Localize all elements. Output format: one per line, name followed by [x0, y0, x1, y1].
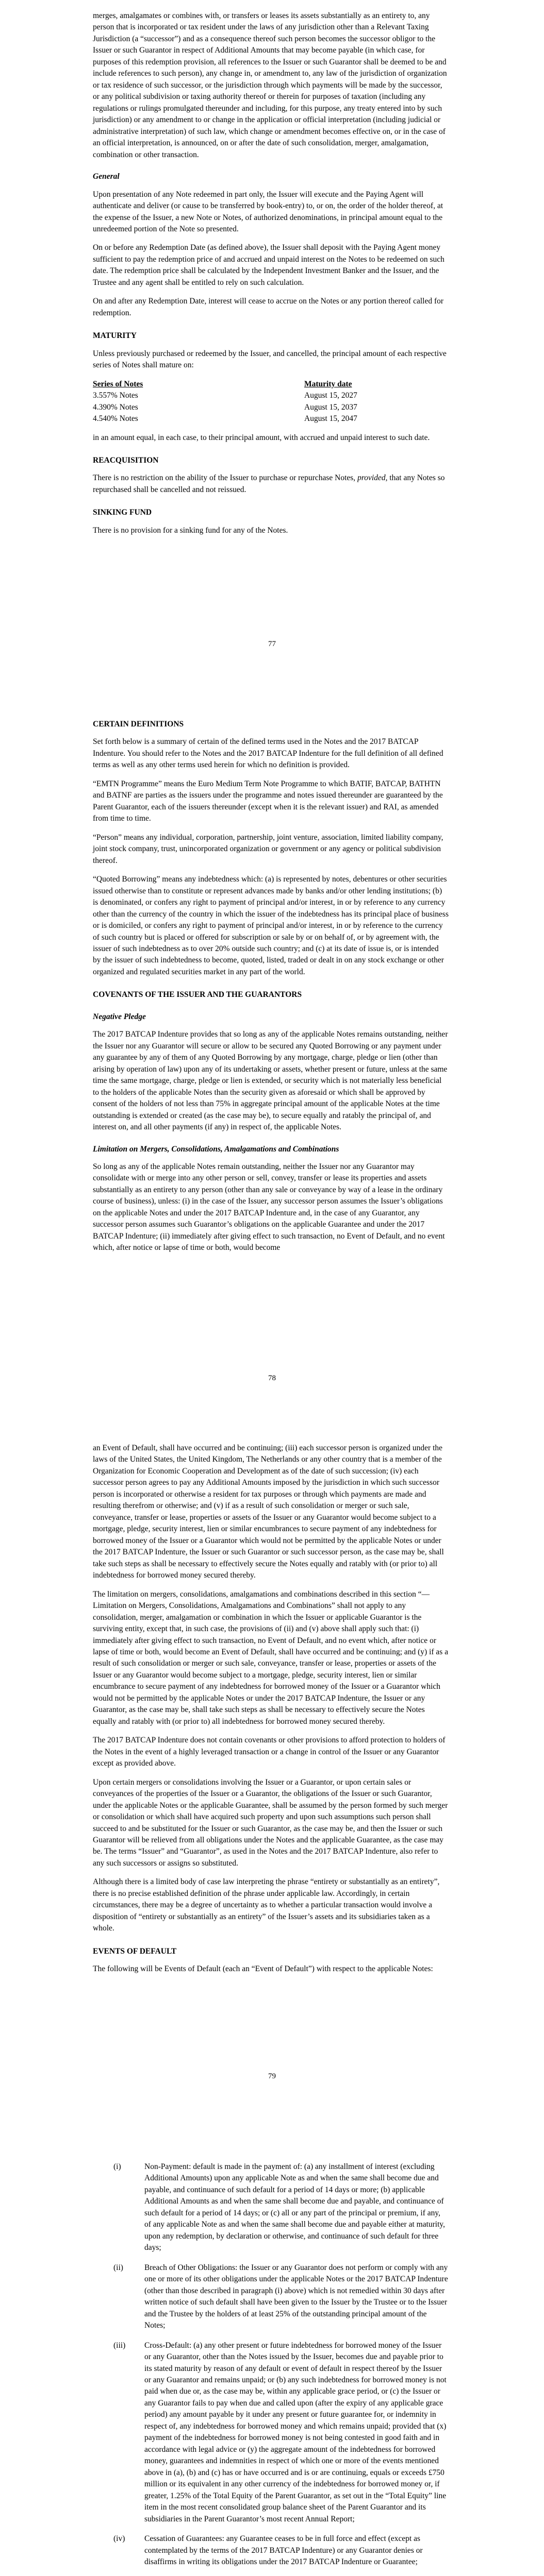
event-text: Breach of Other Obligations: the Issuer or any Guarantor does not perform or comply with any one or more of its other obligations under the applicable Notes or the 2017 BATCAP Indenture (other than those described in paragraph (i) above) which is not remedied within 30 days after written notice of such default shall have been given to the Issuer by the Trustee or to the Issuer and the Trustee by the holders of at least 25% of the outstanding principal amount of the Notes;	[144, 2263, 448, 2330]
limitation-mergers-exception: The limitation on mergers, consolidations, amalgamations and combinations described in this section “— Limitation on Mergers, Consolidations, Amalgamations and Combinations” shall not apply to any consolidation, merger, amalgamation or combination in which the Issuer or applicable Guarantor is the surviving entity, except that, in such case, the provisions of (ii) and (v) above shall apply such that: (i) immediately after giving effect to such transaction, no Event of Default, and no event which, after notice or lapse of time or both, would become an Event of Default, shall have occurred and be continuing; and (y) if as a result of such consolidation or merger or such sale, conveyance, transfer or lease, properties or assets of the Issuer or any Guarantor would become subject to a mortgage, pledge, security interest, lien or similar encumbrance to secure payment of any indebtedness for borrowed money of the Issuer or a Guarantor which would not be permitted by the applicable Notes or under the 2017 BATCAP Indenture, the Issuer or any Guarantor, as the case may be, shall take such steps as shall be necessary to effectively secure the Notes equally and ratably with (or prior to) all indebtedness for borrowed money secured thereby.	[93, 1589, 449, 1726]
page-77	[0, 10, 544, 544]
maturity-heading: MATURITY	[93, 331, 137, 341]
certain-definitions-intro: Set forth below is a summary of certain of the defined terms used in the Notes and the 2017 BATCAP Indenture. You should refer to the Notes and the 2017 BATCAP Indenture for the full definition of all defined terms as well as any other terms used herein for which no definition is provided.	[93, 737, 443, 770]
maturity-table-header-date: Maturity date	[304, 379, 352, 388]
certain-definitions-heading: CERTAIN DEFINITIONS	[93, 720, 184, 728]
event-number: (iv)	[113, 2534, 125, 2544]
list-item	[93, 2533, 449, 2568]
successor-assumption-paragraph: Upon certain mergers or consolidations involving the Issuer or a Guarantor, or upon certain sales or conveyances of the properties of the Issuer or a Guarantor, the obligations of the Issuer or such Guarantor, under the applicable Notes or the applicable Guarantee, shall be assumed by the person formed by such merger or consolidation or which shall have acquired such property and upon such assumptions such person shall succeed to and be substituted for the Issuer or such Guarantor, as the case may be, and then the Issuer or such Guarantor will be relieved from all obligations under the Notes and the applicable Guarantee, as the case may be. The terms “Issuer” and “Guarantor”, as used in the Notes and the 2017 BATCAP Indenture, also refer to any such successors or assigns so substituted.	[93, 1777, 448, 1868]
definition-emtn-programme: “EMTN Programme” means the Euro Medium Term Note Programme to which BATIF, BATCAP, BATHTN and BATNF are parties as the issuers under the programme and notes issued thereunder are guaranteed by the Parent Guarantor, each of the issuers thereunder (except when it is the relevant issuer) and RAI, as amended from time to time.	[93, 779, 443, 823]
table-row	[93, 402, 357, 413]
limitation-mergers-paragraph: So long as any of the applicable Notes remain outstanding, neither the Issuer nor any Guarantor may consolidate with or merge into any other person or sell, convey, transfer or lease its properties and assets substantially as an entirety to any person (other than any sale or conveyance by way of a lease in the ordinary course of business), unless: (i) in the case of the Issuer, any successor person assumes the Issuer’s obligations on the applicable Notes and under the 2017 BATCAP Indenture and, in the case of any Guarantor, any successor person assumes such Guarantor’s obligations on the applicable Guarantee and under the 2017 BATCAP Indenture; (ii) immediately after giving effect to such transaction, no Event of Default, and no event which, after notice or lapse of time or both, would become	[93, 1162, 445, 1252]
events-of-default-intro: The following will be Events of Default (each an “Event of Default”) with respect to the applicable Notes:	[93, 1964, 433, 1974]
redemption-continuation-paragraph: merges, amalgamates or combines with, or transfers or leases its assets substantially as an entirety to, any person that is incorporated or tax resident under the laws of any jurisdiction other than a Relevant Taxing Jurisdiction (a “successor”) and as a consequence thereof such person becomes the successor obligor to the Issuer or such Guarantor in respect of Additional Amounts that may become payable (in which case, for purposes of this redemption provision, all references to the Issuer or such Guarantor shall be deemed to be and include references to such person), any change in, or amendment to, any law of the jurisdiction of organization or tax residence of such successor, or the jurisdiction through which payments will be made by the successor, or any political subdivision or taxing authority thereof or therein for purposes of taxation (including any regulations or rulings promulgated thereunder and including, for this purpose, any treaty entered into by such jurisdiction) or any amendment to or change in the application or official interpretation (including judicial or administrative interpretation) of such law, which change or amendment becomes effective on, or in the case of an official interpretation, is announced, on or after the date of such consolidation, merger, amalgamation, combination or other transaction.	[93, 11, 447, 159]
substantially-as-entirety-paragraph: Although there is a limited body of case law interpreting the phrase “entirety or substantially as an entirety”, there is no precise established definition of the phrase under applicable law. Accordingly, in certain circumstances, there may be a degree of uncertainty as to whether a particular transaction would involve a disposition of “entirety or substantially as an entirety” of the Issuer’s assets and its subsidiaries taken as a whole.	[93, 1877, 440, 1933]
events-of-default-heading: EVENTS OF DEFAULT	[93, 1946, 177, 1956]
reacquisition-paragraph	[93, 472, 449, 496]
reacquisition-text-end: , that any Notes so repurchased shall be cancelled and not reissued.	[93, 473, 445, 494]
table-row	[93, 413, 357, 425]
definition-person: “Person” means any individual, corporation, partnership, joint venture, association, limited liability company, joint stock company, trust, unincorporated organization or government or any agency or political subdivision thereof.	[93, 833, 443, 865]
event-text: Non-Payment: default is made in the payment of: (a) any installment of interest (excluding Additional Amounts) upon any applicable Note as and when the same shall become due and payable, and continuance of such default for a period of 14 days or more; (b) applicable Additional Amounts as and when the same shall become due and payable, and continuance of such default for a period of 14 days; or (c) all or any part of the principal or premium, if any, of any applicable Note as and when the same shall become due and payable either at maturity, upon any redemption, by declaration or otherwise, and continuance of such default for three days;	[144, 2162, 446, 2252]
maturity-series-cell: 3.557% Notes	[93, 391, 138, 400]
definition-quoted-borrowing: “Quoted Borrowing” means any indebtedness which: (a) is represented by notes, debentures or other securities issued otherwise than to constitute or represent advances made by banks and/or other lending institutions; (b) is denominated, or confers any right to payment of principal and/or interest, in or by reference to any currency other than the currency of the country in which the issuer of the indebtedness has its principal place of business or is domiciled, or confers any right to payment of principal and/or interest, in or by reference to the currency of such country but is placed or offered for subscription or sale by or on behalf of, or by agreement with, the issuer of such indebtedness as to over 20% outside such country; and (c) at its date of issue is, or is intended by the issuer of such indebtedness to become, quoted, listed, traded or dealt in on any stock exchange or other organized and regulated securities market in any part of the world.	[93, 875, 449, 976]
general-paragraph-1: Upon presentation of any Note redeemed in part only, the Issuer will execute and the Paying Agent will authenticate and deliver (or cause to be transferred by book-entry) to, or on, the order of the holder thereof, at the expense of the Issuer, a new Note or Notes, of authorized denominations, in principal amount equal to the unredeemed portion of the Note so presented.	[93, 190, 443, 233]
general-paragraph-2: On or before any Redemption Date (as defined above), the Issuer shall deposit with the Paying Agent money sufficient to pay the redemption price of and accrued and unpaid interest on the Notes to be redeemed on such date. The redemption price shall be calculated by the Independent Investment Banker and the Issuer, and the Trustee and any agent shall be entitled to rely on such calculation.	[93, 243, 444, 287]
table-row	[93, 390, 357, 401]
maturity-intro: Unless previously purchased or redeemed by the Issuer, and cancelled, the principal amount of each respective series of Notes shall mature on:	[93, 349, 447, 370]
covenants-heading: COVENANTS OF THE ISSUER AND THE GUARANTORS	[93, 990, 302, 999]
event-number: (iii)	[113, 2341, 126, 2350]
page-78	[0, 719, 544, 1261]
page-number-77: 77	[268, 640, 276, 648]
sinking-fund-paragraph: There is no provision for a sinking fund for any of the Notes.	[93, 526, 288, 535]
maturity-table	[93, 379, 357, 425]
general-heading: General	[93, 172, 120, 181]
list-item	[93, 2262, 449, 2332]
maturity-after-paragraph: in an amount equal, in each case, to their principal amount, with accrued and unpaid interest to such date.	[93, 433, 430, 442]
general-paragraph-3: On and after any Redemption Date, interest will cease to accrue on the Notes or any portion thereof called for redemption.	[93, 297, 444, 317]
page-number-78: 78	[268, 1374, 276, 1382]
event-text: Cessation of Guarantees: any Guarantee ceases to be in full force and effect (except as contemplated by the terms of the 2017 BATCAP Indenture) or any Guarantor denies or disaffirms in writing its obligations under the 2017 BATCAP Indenture or Guarantee;	[144, 2534, 423, 2566]
list-item	[93, 2161, 449, 2254]
page-79	[0, 1443, 544, 1982]
limitation-mergers-continuation: an Event of Default, shall have occurred and be continuing; (iii) each successor person is organized under the laws of the United States, the United Kingdom, The Netherlands or any other country that is a member of the Organization for Economic Cooperation and Development as of the date of such succession; (iv) each successor person agrees to pay any Additional Amounts imposed by the jurisdiction in which such successor person is incorporated or otherwise a resident for tax purposes or through which payments are made and resulting therefrom or otherwise; and (v) if as a result of such consolidation or merger or such sale, conveyance, transfer or lease, properties or assets of the Issuer or any Guarantor would become subject to a mortgage, pledge, security interest, lien or similar encumbrances to secure payment of any indebtedness for borrowed money of the Issuer or a Guarantor which would not be permitted by the applicable Notes or under the 2017 BATCAP Indenture, the Issuer or such Guarantor or such successor person, as the case may be, shall take such steps as shall be necessary to effectively secure the Notes equally and ratably with (or prior to) all indebtedness for borrowed money secured thereby.	[93, 1444, 444, 1580]
reacquisition-text-start: There is no restriction on the ability of the Issuer to purchase or repurchase Notes,	[93, 473, 358, 483]
maturity-series-cell: 4.540% Notes	[93, 414, 138, 423]
negative-pledge-paragraph: The 2017 BATCAP Indenture provides that so long as any of the applicable Notes remains outstanding, neither the Issuer nor any Guarantor will secure or allow to be secured any Quoted Borrowing or any payment under any guarantee by any of them of any Quoted Borrowing by any mortgage, charge, pledge or lien (other than arising by operation of law) upon any of its undertaking or assets, whether present or future, unless at the same time the same mortgage, charge, pledge or lien is extended, or security which is not materially less beneficial to the holders of the applicable Notes than the security given as aforesaid or which shall be approved by consent of the holders of not less than 75% in aggregate principal amount of the applicable Notes at the time outstanding is extended or created (as the case may be), to secure equally and ratably the principal of, and interest on, and all other payments (if any) in respect of, the applicable Notes.	[93, 1030, 448, 1132]
maturity-date-cell: August 15, 2047	[304, 414, 357, 423]
maturity-series-cell: 4.390% Notes	[93, 402, 138, 412]
limitation-mergers-heading: Limitation on Mergers, Consolidations, Amalgamations and Combinations	[93, 1144, 339, 1154]
maturity-date-cell: August 15, 2037	[304, 402, 357, 412]
list-item	[93, 2340, 449, 2526]
event-number: (i)	[113, 2162, 121, 2171]
event-text: Cross-Default: (a) any other present or future indebtedness for borrowed money of the Issuer or any Guarantor, other than the Notes issued by the Issuer, becomes due and payable prior to its stated maturity by reason of any default or event of default in respect thereof by the Issuer or any Guarantor and remains unpaid; or (b) any such indebtedness for borrowed money is not paid when due or, as the case may be, within any applicable grace period, or (c) the Issuer or any Guarantor fails to pay when due and called upon (after the expiry of any applicable grace period) any amount payable by it under any present or future guarantee for, or indemnity in respect of, any indebtedness for borrowed money and which remains unpaid; provided that (x) payment of the indebtedness for borrowed money is not being contested in good faith and in accordance with legal advice or (y) the aggregate amount of the indebtedness for borrowed money, guarantees and indemnities in respect of which one or more of the events mentioned above in (a), (b) and (c) has or have occurred and is or are continuing, equals or exceeds £750 million or its equivalent in any other currency of the indebtedness for borrowed money or, if greater, 1.25% of the Total Equity of the Parent Guarantor, as set out in the “Total Equity” line item in the most recent consolidated group balance sheet of the Parent Guarantor and its subsidiaries in the Parent Guarantor’s most recent Annual Report;	[144, 2341, 447, 2523]
reacquisition-provided: provided	[357, 473, 386, 483]
page-number-79: 79	[268, 2072, 276, 2080]
page-80	[0, 2161, 544, 2576]
reacquisition-heading: REACQUISITION	[93, 456, 159, 465]
no-highly-leveraged-protection: The 2017 BATCAP Indenture does not contain covenants or other provisions to afford protection to holders of the Notes in the event of a highly leveraged transaction or a change in control of the Issuer or any Guarantor except as provided above.	[93, 1736, 446, 1768]
negative-pledge-heading: Negative Pledge	[93, 1012, 146, 1021]
maturity-table-header-series: Series of Notes	[93, 379, 143, 388]
event-number: (ii)	[113, 2263, 123, 2272]
sinking-fund-heading: SINKING FUND	[93, 508, 152, 517]
maturity-date-cell: August 15, 2027	[304, 391, 357, 400]
